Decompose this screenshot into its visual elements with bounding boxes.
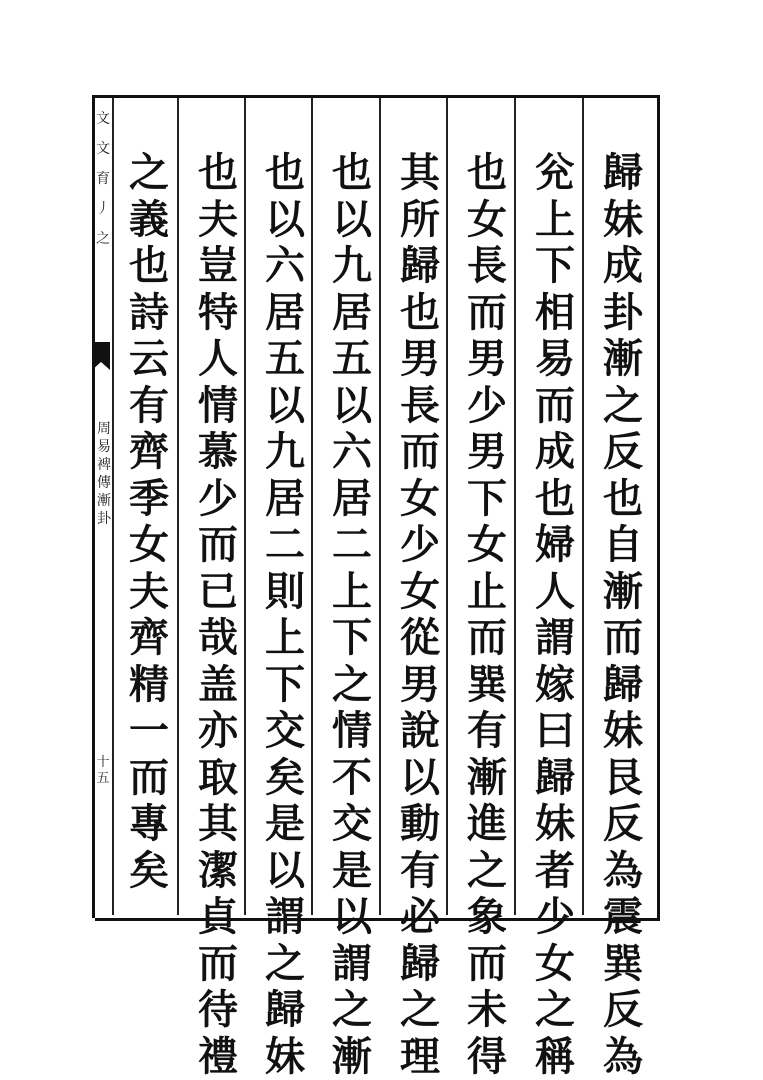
column-character: 自	[603, 522, 643, 569]
column-character: 居	[332, 290, 372, 337]
column-character: 五	[265, 336, 305, 383]
margin-character: 周	[97, 420, 111, 438]
column-character: 女	[400, 476, 440, 523]
text-column-2	[526, 150, 584, 1080]
column-character: 少	[535, 894, 575, 941]
column-character: 稱	[535, 1034, 575, 1080]
column-character: 則	[265, 569, 305, 616]
column-character: 女	[467, 522, 507, 569]
column-character: 二	[332, 522, 372, 569]
margin-character: 文	[96, 104, 110, 134]
column-character: 六	[265, 243, 305, 290]
column-character: 專	[129, 801, 169, 848]
column-character: 交	[332, 801, 372, 848]
margin-character: 丿	[96, 194, 110, 224]
column-character: 豈	[198, 243, 238, 290]
column-character: 也	[535, 476, 575, 523]
margin-character: 文	[96, 134, 110, 164]
column-character: 居	[265, 476, 305, 523]
column-character: 少	[400, 522, 440, 569]
column-character: 長	[400, 383, 440, 430]
column-character: 而	[467, 941, 507, 988]
column-character: 六	[332, 429, 372, 476]
column-character: 以	[332, 894, 372, 941]
column-character: 是	[265, 801, 305, 848]
column-character: 漸	[603, 569, 643, 616]
fishtail-mark-icon	[90, 340, 112, 374]
column-character: 從	[400, 615, 440, 662]
column-character: 也	[400, 290, 440, 337]
column-character: 之	[467, 848, 507, 895]
column-character: 待	[198, 987, 238, 1034]
column-character: 是	[332, 848, 372, 895]
column-character: 有	[467, 708, 507, 755]
column-character: 者	[535, 848, 575, 895]
fold-rule	[112, 98, 114, 915]
column-character: 九	[265, 429, 305, 476]
column-character: 夫	[129, 569, 169, 616]
column-character: 之	[129, 150, 169, 197]
column-character: 男	[400, 336, 440, 383]
frame-right-border	[657, 95, 660, 918]
column-character: 歸	[400, 941, 440, 988]
column-character: 以	[265, 848, 305, 895]
margin-character: 裨	[97, 456, 111, 474]
column-character: 不	[332, 755, 372, 802]
text-column-5	[323, 150, 381, 1080]
column-character: 妹	[265, 1034, 305, 1080]
column-character: 巽	[603, 941, 643, 988]
column-character: 矣	[265, 755, 305, 802]
column-character: 為	[603, 1034, 643, 1080]
column-character: 象	[467, 894, 507, 941]
column-character: 嫁	[535, 662, 575, 709]
column-character: 禮	[198, 1034, 238, 1080]
column-character: 巽	[467, 662, 507, 709]
column-character: 下	[467, 476, 507, 523]
column-character: 歸	[603, 662, 643, 709]
column-character: 長	[467, 243, 507, 290]
column-character: 亦	[198, 708, 238, 755]
column-character: 成	[535, 429, 575, 476]
text-column-3	[458, 150, 516, 1080]
column-character: 下	[535, 243, 575, 290]
column-character: 也	[265, 150, 305, 197]
column-character: 義	[129, 197, 169, 244]
column-character: 所	[400, 197, 440, 244]
column-character: 歸	[400, 243, 440, 290]
column-character: 而	[198, 522, 238, 569]
column-character: 歸	[265, 987, 305, 1034]
column-character: 情	[198, 383, 238, 430]
column-character: 漸	[603, 336, 643, 383]
column-character: 季	[129, 476, 169, 523]
column-character: 歸	[535, 755, 575, 802]
column-character: 情	[332, 708, 372, 755]
column-character: 妹	[603, 197, 643, 244]
column-character: 女	[129, 522, 169, 569]
column-character: 取	[198, 755, 238, 802]
margin-character: 漸	[97, 492, 111, 510]
column-character: 貞	[198, 894, 238, 941]
column-character: 進	[467, 801, 507, 848]
page-number	[94, 755, 112, 787]
column-character: 有	[129, 383, 169, 430]
column-character: 謂	[332, 941, 372, 988]
column-character: 而	[603, 615, 643, 662]
column-character: 交	[265, 708, 305, 755]
column-character: 而	[400, 429, 440, 476]
column-character: 二	[265, 522, 305, 569]
column-character: 潔	[198, 848, 238, 895]
column-character: 一	[129, 708, 169, 755]
column-character: 震	[603, 894, 643, 941]
column-character: 歸	[603, 150, 643, 197]
fold-top-text	[94, 104, 112, 254]
column-character: 居	[265, 290, 305, 337]
column-character: 而	[129, 755, 169, 802]
column-character: 下	[332, 615, 372, 662]
column-character: 夫	[198, 197, 238, 244]
column-character: 得	[467, 1034, 507, 1080]
column-character: 漸	[332, 1034, 372, 1080]
column-character: 而	[535, 383, 575, 430]
column-character: 哉	[198, 615, 238, 662]
column-character: 特	[198, 290, 238, 337]
column-character: 而	[467, 615, 507, 662]
margin-character: 傳	[97, 474, 111, 492]
margin-character: 易	[97, 438, 111, 456]
column-character: 反	[603, 987, 643, 1034]
text-column-7	[189, 150, 247, 1080]
column-character: 慕	[198, 429, 238, 476]
column-character: 謂	[265, 894, 305, 941]
column-character: 人	[198, 336, 238, 383]
column-character: 少	[467, 383, 507, 430]
column-character: 男	[467, 336, 507, 383]
text-column-1	[594, 150, 652, 1080]
column-character: 也	[603, 476, 643, 523]
column-character: 精	[129, 662, 169, 709]
margin-character: 十	[96, 755, 109, 771]
margin-character: 卦	[97, 510, 111, 528]
column-character: 上	[332, 569, 372, 616]
column-character: 以	[265, 383, 305, 430]
column-character: 之	[332, 987, 372, 1034]
column-character: 其	[198, 801, 238, 848]
column-character: 妹	[535, 801, 575, 848]
margin-character: 五	[96, 771, 109, 787]
column-character: 說	[400, 708, 440, 755]
column-character: 人	[535, 569, 575, 616]
column-character: 也	[198, 150, 238, 197]
column-character: 齊	[129, 615, 169, 662]
column-character: 成	[603, 243, 643, 290]
column-character: 之	[400, 987, 440, 1034]
column-character: 而	[198, 941, 238, 988]
column-character: 相	[535, 290, 575, 337]
column-character: 兊	[535, 150, 575, 197]
column-character: 卦	[603, 290, 643, 337]
column-character: 為	[603, 848, 643, 895]
column-character: 其	[400, 150, 440, 197]
column-character: 云	[129, 336, 169, 383]
column-character: 上	[265, 615, 305, 662]
margin-character: 育	[96, 164, 110, 194]
column-character: 女	[535, 941, 575, 988]
text-column-4	[391, 150, 449, 1080]
column-character: 女	[400, 569, 440, 616]
text-column-6	[256, 150, 314, 1080]
column-character: 以	[400, 755, 440, 802]
column-character: 曰	[535, 708, 575, 755]
column-character: 止	[467, 569, 507, 616]
column-character: 五	[332, 336, 372, 383]
column-character: 居	[332, 476, 372, 523]
fold-title	[96, 420, 112, 528]
column-character: 齊	[129, 429, 169, 476]
column-character: 也	[129, 243, 169, 290]
column-character: 男	[400, 662, 440, 709]
column-character: 九	[332, 243, 372, 290]
column-character: 謂	[535, 615, 575, 662]
column-character: 以	[265, 197, 305, 244]
column-character: 以	[332, 383, 372, 430]
column-character: 反	[603, 429, 643, 476]
column-character: 之	[332, 662, 372, 709]
column-character: 易	[535, 336, 575, 383]
text-column-8	[120, 150, 178, 894]
column-character: 已	[198, 569, 238, 616]
column-character: 之	[535, 987, 575, 1034]
column-character: 上	[535, 197, 575, 244]
column-character: 有	[400, 848, 440, 895]
column-character: 盖	[198, 662, 238, 709]
column-character: 之	[265, 941, 305, 988]
column-character: 艮	[603, 755, 643, 802]
column-character: 矣	[129, 848, 169, 895]
column-character: 也	[467, 150, 507, 197]
column-character: 動	[400, 801, 440, 848]
margin-character: 之	[96, 224, 110, 254]
column-character: 妹	[603, 708, 643, 755]
column-character: 未	[467, 987, 507, 1034]
column-character: 之	[603, 383, 643, 430]
column-character: 少	[198, 476, 238, 523]
column-character: 詩	[129, 290, 169, 337]
column-character: 下	[265, 662, 305, 709]
column-character: 而	[467, 290, 507, 337]
column-character: 婦	[535, 522, 575, 569]
column-character: 反	[603, 801, 643, 848]
column-character: 也	[332, 150, 372, 197]
column-character: 漸	[467, 755, 507, 802]
column-character: 男	[467, 429, 507, 476]
column-character: 理	[400, 1034, 440, 1080]
column-character: 以	[332, 197, 372, 244]
column-character: 必	[400, 894, 440, 941]
column-character: 女	[467, 197, 507, 244]
